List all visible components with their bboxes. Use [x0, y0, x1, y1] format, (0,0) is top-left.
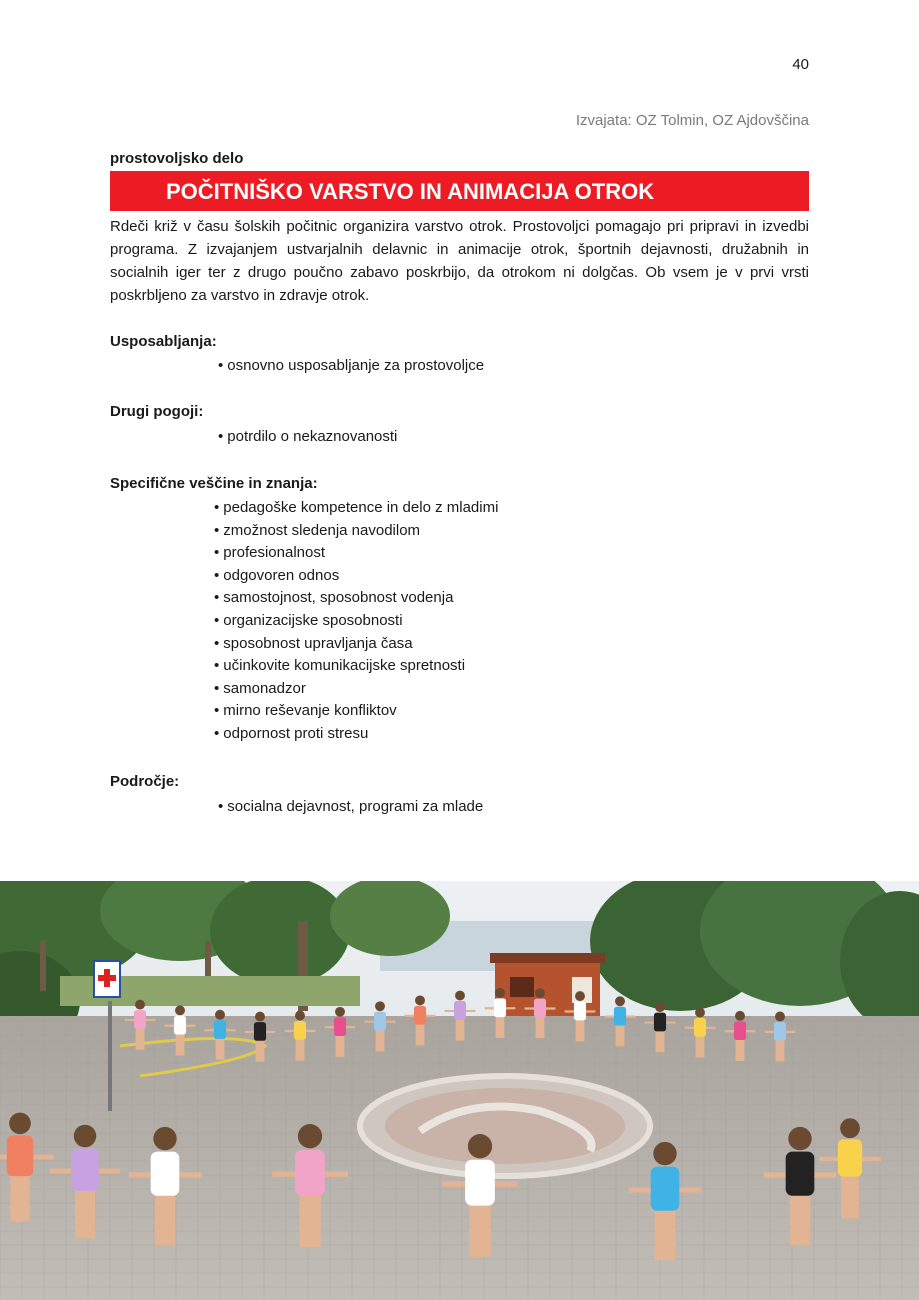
training-list — [218, 355, 484, 378]
conditions-list — [218, 426, 397, 449]
list-item: • sposobnost upravljanja časa — [214, 633, 498, 656]
section-title-conditions: Drugi pogoji: — [110, 403, 204, 420]
list-item: • samostojnost, sposobnost vodenja — [214, 587, 498, 610]
list-item: • mirno reševanje konfliktov — [214, 700, 498, 723]
section-title-training: Usposabljanja: — [110, 333, 217, 350]
list-item: • odpornost proti stresu — [214, 723, 498, 746]
title-banner: POČITNIŠKO VARSTVO IN ANIMACIJA OTROK — [110, 171, 809, 211]
list-item: • osnovno usposabljanje za prostovoljce — [218, 355, 484, 378]
children-circle-photo — [0, 881, 919, 1300]
provider-label: Izvajata: OZ Tolmin, OZ Ajdovščina — [575, 112, 809, 129]
list-item: • učinkovite komunikacijske spretnosti — [214, 655, 498, 678]
list-item: • pedagoške kompetence in delo z mladimi — [214, 497, 498, 520]
area-list — [218, 796, 483, 819]
list-item: • profesionalnost — [214, 542, 498, 565]
page-number: 40 — [792, 56, 809, 73]
section-title-area: Področje: — [110, 773, 180, 790]
section-title-skills: Specifične veščine in znanja: — [110, 475, 318, 492]
category-label: prostovoljsko delo — [110, 150, 244, 167]
skills-list — [214, 497, 498, 746]
list-item: • odgovoren odnos — [214, 565, 498, 588]
list-item: • potrdilo o nekaznovanosti — [218, 426, 397, 449]
list-item: • zmožnost sledenja navodilom — [214, 520, 498, 543]
list-item: • socialna dejavnost, programi za mlade — [218, 796, 483, 819]
intro-paragraph: Rdeči križ v času šolskih počitnic organizira varstvo otrok. Prostovoljci pomagajo pri pripravi in izvedbi programa. Z izvajanjem ustvarjalnih delavnic in animacije otrok, športnih dejavnosti, družabnih in socialnih iger ter z drugo poučno zabavo poskrbijo, da otrokom ni dolgčas. Ob vsem je v prvi vrsti poskrbljeno za varstvo in zdravje otrok. — [110, 218, 809, 304]
list-item: • samonadzor — [214, 678, 498, 701]
list-item: • organizacijske sposobnosti — [214, 610, 498, 633]
